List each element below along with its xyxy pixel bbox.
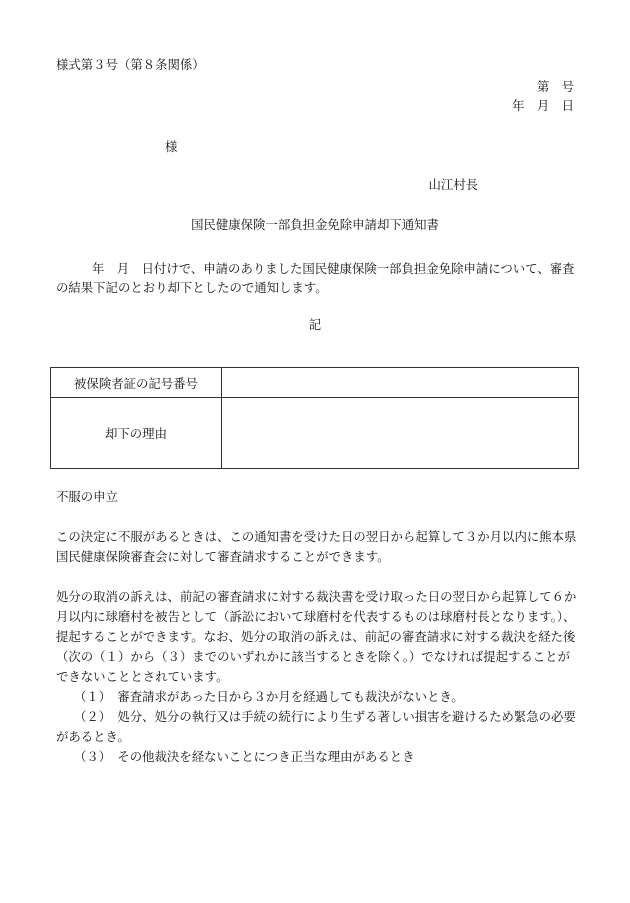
issuer: 山江村長 <box>428 177 478 192</box>
appeal-item-2: （２） 処分、処分の執行又は手続の続行により生ずる著しい損害を避けるため緊急の必要があるとき。 <box>56 709 576 744</box>
table-row <box>51 398 579 469</box>
rejection-reason-label: 却下の理由 <box>51 398 222 469</box>
appeal-heading: 不服の申立 <box>56 489 118 504</box>
insurance-card-label: 被保険者証の記号番号 <box>51 368 222 398</box>
body-text <box>56 259 584 297</box>
document-title: 国民健康保険一部負担金免除申請却下通知書 <box>191 217 439 232</box>
appeal-item-3: （３） その他裁決を経ないことにつき正当な理由があるとき <box>74 749 415 764</box>
ki-marker: 記 <box>308 317 322 332</box>
appeal-paragraph-2: 処分の取消の訴えは、前記の審査請求に対する裁決書を受け取った日の翌日から起算して６か月以内に球磨村を被告として（訴訟において球磨村を代表するものは球磨村長となります。）、提起することができます。なお、処分の取消の訴えは、前記の審査請求に対する裁決を経た後（次の（１）から（３）までのいずれかに該当するときを除く。）でなければ提起することができないこととされています。 <box>56 589 577 684</box>
rejection-reason-value <box>222 398 579 469</box>
form-number: 様式第３号（第８条関係） <box>56 57 205 72</box>
table-row <box>51 368 579 398</box>
document-date: 年 月 日 <box>512 98 574 113</box>
appeal-item-1: （１） 審査請求があった日から３か月を経過しても裁決がないとき。 <box>74 689 464 704</box>
appeal-paragraph-1: この決定に不服があるときは、この通知書を受けた日の翌日から起算して３か月以内に熊本県国民健康保険審査会に対して審査請求することができます。 <box>56 529 577 564</box>
insurance-card-value <box>222 368 579 398</box>
info-table <box>50 367 579 469</box>
addressee: 様 <box>165 139 178 154</box>
body-paragraph: 年 月 日付けで、申請のありました国民健康保険一部負担金免除申請について、審査の結果下記のとおり却下としたので通知します。 <box>56 261 575 295</box>
document-number: 第 号 <box>536 79 574 94</box>
appeal-notice <box>56 487 578 767</box>
